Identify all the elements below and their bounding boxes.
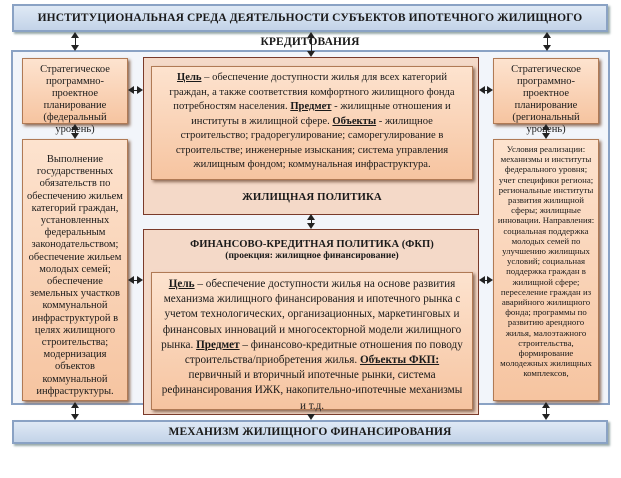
fkp-goal-text: – обеспечение доступности жилья на основе развития механизма жилищного финансирования и ипотечного рынка с учетом технологических, организационных, маркетинговых и финансовых инноваций и многосекторной модели жилищного рынка. bbox=[161, 278, 462, 351]
housing-goal-label: Цель bbox=[177, 72, 202, 83]
fkp-header bbox=[151, 234, 473, 270]
bottom-banner bbox=[12, 420, 608, 444]
top-banner bbox=[12, 4, 608, 48]
housing-policy-details bbox=[151, 66, 473, 180]
housing-subject-text: - жилищные отношения и институты в жилищной сфере. bbox=[191, 101, 451, 127]
right-regional-measures-text: Условия реализации: механизмы и институты федерального уровня; учет специфики региона; региональные институты развития жилищной сферы; жилищные инновации. Направления: социальная поддержка молодых семей по улучшению жилищных условий; социальная поддержка граждан в жилищной сфере; переселение граждан из аварийного жилищного фонда; программы по развитию арендного жилья, малоэтажного строительства, формирование молодежных жилищных комплексов, bbox=[497, 144, 595, 379]
right-planning-header bbox=[493, 58, 599, 135]
left-federal-measures bbox=[22, 139, 128, 401]
housing-objects-label: Объекты bbox=[332, 115, 377, 127]
right-planning-header-text: Стратегическое программно-проектное планирование (региональный уровень) bbox=[511, 64, 581, 135]
housing-policy-title: ЖИЛИЩНАЯ ПОЛИТИКА bbox=[242, 191, 382, 203]
left-planning-header-text: Стратегическое программно-проектное планирование (федеральный уровень) bbox=[40, 64, 110, 135]
housing-goal-text: – обеспечение доступности жилья для всех категорий граждан, а также соответствия комфортного жилищного фонда потребностям населения. bbox=[169, 72, 455, 112]
fkp-subject-label: Предмет bbox=[196, 338, 240, 351]
fkp-details bbox=[151, 272, 473, 410]
fkp-subject-text: – финансово-кредитные отношения по поводу строительства/приобретения жилья. bbox=[184, 338, 463, 367]
bottom-banner-title: МЕХАНИЗМ ЖИЛИЩНОГО ФИНАНСИРОВАНИЯ bbox=[168, 426, 452, 438]
left-planning-header bbox=[22, 58, 128, 135]
housing-policy-band bbox=[151, 184, 473, 210]
top-banner-title: ИНСТИТУЦИОНАЛЬНАЯ СРЕДА ДЕЯТЕЛЬНОСТИ СУБЪЕКТОВ ИПОТЕЧНОГО ЖИЛИЩНОГО КРЕДИТОВАНИЯ bbox=[37, 12, 583, 48]
fkp-objects-label: Объекты ФКП: bbox=[359, 354, 440, 367]
fkp-subtitle: (проекция: жилищное финансирование) bbox=[225, 251, 399, 261]
fkp-objects-text: первичный и вторичный ипотечные рынки, система рефинансирования ИЖК, накопительно-ипотечные механизмы и т.д. bbox=[161, 369, 463, 412]
right-regional-measures bbox=[493, 139, 599, 401]
fkp-goal-label: Цель bbox=[168, 278, 195, 290]
housing-objects-text: - жилищное строительство; градорегулирование; саморегулирование в строительстве; инженерные изыскания; система управления жилищным фондом; коммунальная инфраструктура. bbox=[175, 115, 449, 170]
fkp-title: ФИНАНСОВО-КРЕДИТНАЯ ПОЛИТИКА (ФКП) bbox=[190, 239, 434, 250]
housing-subject-label: Предмет bbox=[290, 101, 332, 112]
left-federal-measures-text: Выполнение государственных обязательств по обеспечению жильем категорий граждан, установленных федеральным законодательством; обеспечение жильем молодых семей; обеспечение земельных участков коммунальной инфраструктурой в целях жилищного строительства; модернизация объектов коммунальной инфраструктуры. bbox=[27, 154, 123, 397]
